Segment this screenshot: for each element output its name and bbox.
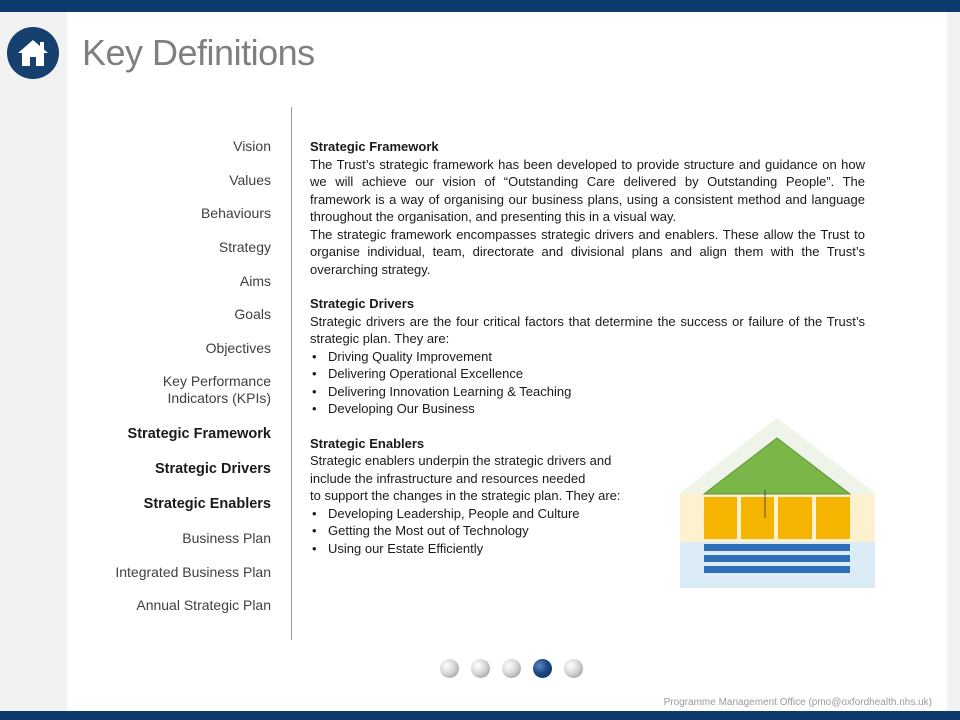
nav-item-values[interactable] xyxy=(229,172,271,189)
nav-item-label: Objectives xyxy=(205,340,271,356)
enablers-intro-line-3: to support the changes in the strategic plan. They are: xyxy=(310,488,621,503)
nav-item-annual-strategic-plan[interactable] xyxy=(136,597,271,614)
enablers-intro-line-2: include the infrastructure and resources needed xyxy=(310,470,586,486)
enablers-heading: Strategic Enablers xyxy=(310,435,425,451)
nav-item-label: Strategic Drivers xyxy=(154,461,271,477)
drivers-heading: Strategic Drivers xyxy=(310,296,415,311)
nav-item-integrated-business-plan[interactable] xyxy=(115,564,271,581)
nav-item-label: Annual Strategic Plan xyxy=(136,597,271,613)
nav-item-label: Strategic Enablers xyxy=(143,496,271,512)
nav-item-label: Indicators (KPIs) xyxy=(167,390,271,406)
diagram-enabler-bar xyxy=(704,555,850,562)
nav-item-strategic-framework[interactable] xyxy=(128,426,271,443)
pagination-dot[interactable] xyxy=(564,659,583,678)
framework-paragraph-2: The strategic framework encompasses strategic drivers and enablers. These allow the Trust to organise individual, team, directorate and divisional plans and align them with the Trust’s overarching strategy. xyxy=(310,226,865,277)
nav-item-label: Aims xyxy=(239,273,271,289)
list-item: • Developing Our Business xyxy=(310,400,865,418)
list-item: • Using our Estate Efficiently xyxy=(310,540,662,558)
diagram-pillar xyxy=(741,497,774,539)
diagram-pillar xyxy=(816,497,850,539)
nav-item-strategy[interactable] xyxy=(219,239,271,256)
nav-item-label: Values xyxy=(229,172,271,188)
nav-item-aims[interactable] xyxy=(240,273,271,290)
pagination-dot[interactable] xyxy=(440,659,459,678)
nav-item-strategic-drivers[interactable] xyxy=(155,461,271,478)
nav-item-strategic-enablers[interactable] xyxy=(144,496,271,513)
nav-item-label: Business Plan xyxy=(182,530,271,546)
list-item: • Delivering Innovation Learning & Teaching xyxy=(310,383,865,401)
list-item: • Getting the Most out of Technology xyxy=(310,522,662,540)
diagram-pillar xyxy=(704,497,737,539)
pagination-dot-active[interactable] xyxy=(533,659,552,678)
diagram-enabler-bar xyxy=(704,544,850,551)
list-item: • Developing Leadership, People and Culture xyxy=(310,505,662,523)
framework-heading: Strategic Framework xyxy=(310,139,439,154)
nav-item-label: Integrated Business Plan xyxy=(115,564,271,580)
nav-item-vision[interactable] xyxy=(233,138,271,155)
footer-contact: Programme Management Office (pmo@oxfordhealth.nhs.uk) xyxy=(663,697,932,708)
enablers-list xyxy=(310,505,662,558)
pagination-dot[interactable] xyxy=(502,659,521,678)
list-item: • Driving Quality Improvement xyxy=(310,348,865,366)
nav-item-label: Behaviours xyxy=(200,205,271,221)
nav-item-goals[interactable] xyxy=(234,306,271,323)
diagram-enabler-bar xyxy=(704,566,850,573)
home-icon xyxy=(16,38,50,68)
nav-item-label: Strategy xyxy=(218,239,271,255)
bottom-bar xyxy=(0,711,960,720)
diagram-pillar xyxy=(778,497,812,539)
pagination-dot[interactable] xyxy=(471,659,490,678)
nav-item-objectives[interactable] xyxy=(206,340,271,357)
page-title: Key Definitions xyxy=(82,32,315,73)
list-item: • Delivering Operational Excellence xyxy=(310,365,865,383)
framework-paragraph-1: The Trust’s strategic framework has been developed to provide structure and guidance on how we will achieve our vision of “Outstanding Care delivered by Outstanding People”. The framework is a way of organising our business plans, using a consistent method and language throughout the organisation, and presenting this in a visual way. xyxy=(310,156,865,224)
nav-item-label: Strategic Framework xyxy=(127,426,271,442)
nav-item-label: Vision xyxy=(233,138,271,154)
nav-item-label: Goals xyxy=(234,306,271,322)
top-bar xyxy=(0,0,960,12)
enablers-intro-line-1: Strategic enablers underpin the strategic drivers and xyxy=(310,453,612,468)
nav-item-business-plan[interactable] xyxy=(182,530,271,547)
drivers-intro: Strategic drivers are the four critical factors that determine the success or failure of the Trust’s strategic plan. They are: xyxy=(310,313,865,346)
nav-item-label: Key Performance xyxy=(162,373,271,389)
nav-item-key-performance[interactable] xyxy=(163,373,271,407)
nav-item-behaviours[interactable] xyxy=(201,205,271,222)
nav-divider xyxy=(291,107,292,640)
home-button[interactable] xyxy=(7,27,59,79)
slide-pagination xyxy=(440,659,583,678)
strategic-framework-diagram xyxy=(680,398,875,590)
